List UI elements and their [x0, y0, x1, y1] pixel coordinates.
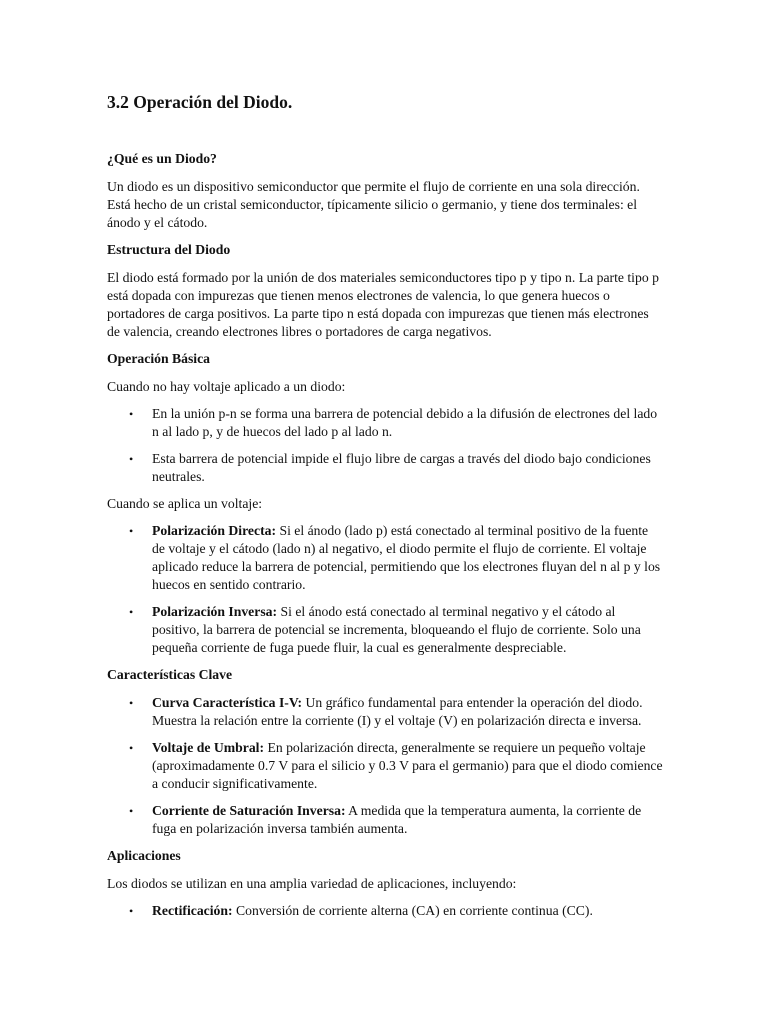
list-item-term: Rectificación:	[152, 903, 233, 918]
list-item	[107, 802, 663, 838]
bullet-icon: •	[129, 605, 134, 619]
paragraph-estructura: El diodo está formado por la unión de dos materiales semiconductores tipo p y tipo n. La parte tipo p está dopada con impurezas que tienen menos electrones de valencia, lo que genera huecos o portadores de carga positivos. La parte tipo n está dopada con impurezas que tienen más electrones de valencia, creando electrones libres o portadores de carga negativos.	[107, 270, 659, 339]
list-item-term: Curva Característica I-V:	[152, 695, 303, 710]
list-item-text: Esta barrera de potencial impide el flujo libre de cargas a través del diodo bajo condiciones neutrales.	[152, 451, 651, 484]
heading-aplicaciones: Aplicaciones	[107, 848, 181, 863]
paragraph-intro: Un diodo es un dispositivo semiconductor que permite el flujo de corriente en una sola dirección. Está hecho de un cristal semiconductor, típicamente silicio o germanio, y tiene dos terminales: el ánodo y el cátodo.	[107, 179, 640, 230]
bullet-icon: •	[129, 904, 134, 918]
list-item	[107, 694, 663, 730]
list-no-voltage	[107, 405, 663, 486]
list-applications	[107, 902, 663, 920]
list-item	[107, 450, 663, 486]
heading-caracteristicas: Características Clave	[107, 667, 233, 682]
bullet-icon: •	[129, 452, 134, 466]
bullet-icon: •	[129, 524, 134, 538]
paragraph-no-voltage-intro: Cuando no hay voltaje aplicado a un diodo:	[107, 379, 346, 394]
page-title: 3.2 Operación del Diodo.	[107, 92, 293, 112]
list-item-term: Voltaje de Umbral:	[152, 740, 265, 755]
list-item-term: Polarización Inversa:	[152, 604, 278, 619]
list-item-text: En la unión p-n se forma una barrera de potencial debido a la difusión de electrones del lado n al lado p, y de huecos del lado p al lado n.	[152, 406, 658, 439]
paragraph-voltage-intro: Cuando se aplica un voltaje:	[107, 496, 263, 511]
list-item-text: Si el ánodo (lado p) está conectado al terminal positivo de la fuente de voltaje y el cátodo (lado n) al negativo, el diodo permite el flujo de corriente. El voltaje aplicado reduce la barrera de potencial, permitiendo que los electrones fluyan del n al p y los huecos en sentido contrario.	[152, 523, 661, 592]
list-voltage	[107, 522, 663, 657]
list-item	[107, 902, 663, 920]
paragraph-applications-intro: Los diodos se utilizan en una amplia variedad de aplicaciones, incluyendo:	[107, 876, 517, 891]
list-characteristics	[107, 694, 663, 838]
heading-estructura: Estructura del Diodo	[107, 242, 231, 257]
bullet-icon: •	[129, 804, 134, 818]
list-item-term: Corriente de Saturación Inversa:	[152, 803, 346, 818]
bullet-icon: •	[129, 741, 134, 755]
list-item	[107, 603, 663, 657]
list-item-term: Polarización Directa:	[152, 523, 277, 538]
document-body	[107, 150, 663, 920]
list-item-text: Un gráfico fundamental para entender la operación del diodo. Muestra la relación entre la corriente (I) y el voltaje (V) en polarización directa e inversa.	[152, 695, 643, 728]
list-item	[107, 405, 663, 441]
list-item-text: A medida que la temperatura aumenta, la corriente de fuga en polarización inversa también aumenta.	[152, 803, 642, 836]
list-item-text: Si el ánodo está conectado al terminal negativo y el cátodo al positivo, la barrera de potencial se incrementa, bloqueando el flujo de corriente. Solo una pequeña corriente de fuga puede fluir, la cual es generalmente despreciable.	[152, 604, 641, 655]
heading-operacion-basica: Operación Básica	[107, 351, 211, 366]
list-item-text: Conversión de corriente alterna (CA) en corriente continua (CC).	[232, 903, 593, 918]
list-item	[107, 522, 663, 594]
bullet-icon: •	[129, 696, 134, 710]
heading-que-es-un-diodo: ¿Qué es un Diodo?	[107, 151, 217, 166]
list-item	[107, 739, 663, 793]
bullet-icon: •	[129, 407, 134, 421]
list-item-text: En polarización directa, generalmente se requiere un pequeño voltaje (aproximadamente 0.7 V para el silicio y 0.3 V para el germanio) para que el diodo comience a conducir significativamente.	[152, 740, 663, 791]
